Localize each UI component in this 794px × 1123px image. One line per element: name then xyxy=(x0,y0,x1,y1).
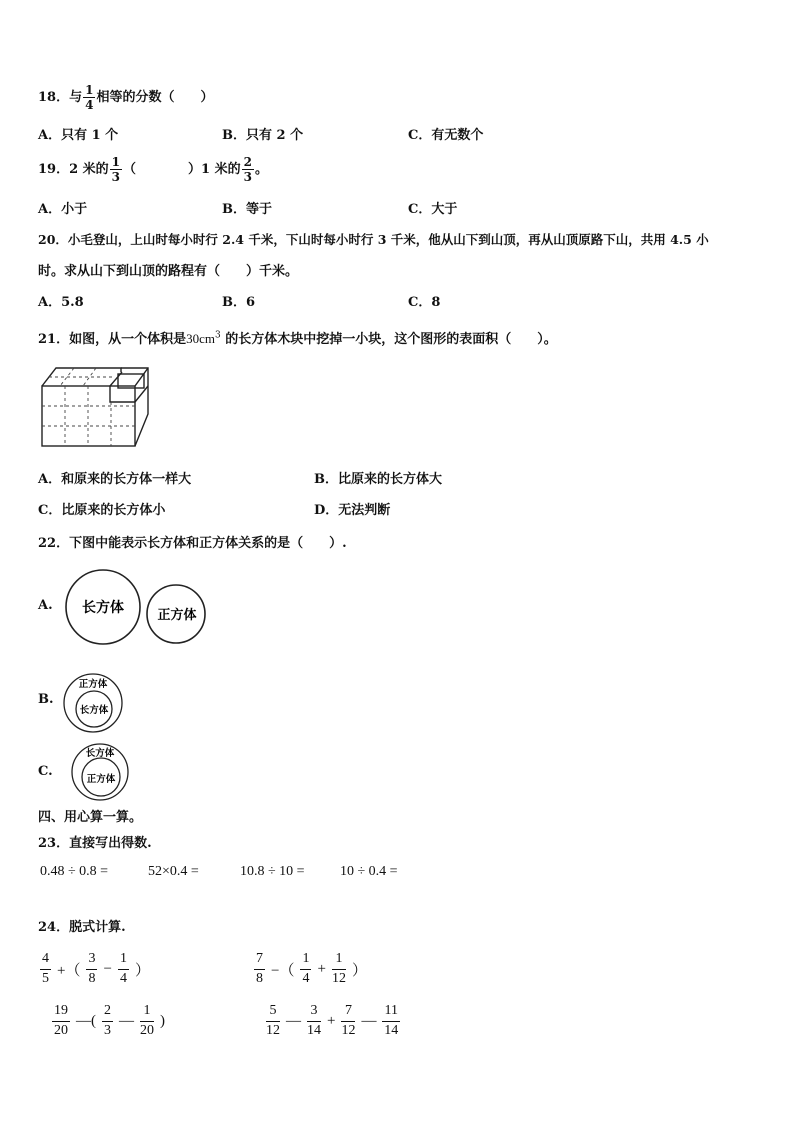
q22-a-label-cube: 正方体 xyxy=(157,608,197,623)
q23-item-3: 10.8 ÷ 10 = xyxy=(240,864,305,879)
q22-option-b[interactable]: B. xyxy=(38,692,54,707)
q19-option-b[interactable]: B．等于 xyxy=(222,202,272,217)
q18-fraction: $\frac{1}{4}$ xyxy=(85,83,94,112)
q24-expression-1: 4 5 +（ 3 8 − $\frac{1}{4}$ ） xyxy=(42,951,150,986)
q18-option-b[interactable]: B．只有 2 个 xyxy=(222,128,304,143)
q23-item-2: 52×0.4 = xyxy=(148,864,199,879)
q22-c-label-cube: 正方体 xyxy=(86,774,116,785)
q22-stem: 22．下图中能表示长方体和正方体关系的是（ ）. xyxy=(38,536,347,551)
q20-option-b[interactable]: B．6 xyxy=(222,295,256,310)
q20-option-c[interactable]: C．8 xyxy=(408,295,441,310)
q19-stem: 19．2 米的 $\frac{1}{3}$ （ ）1 米的 $\frac{2}{3}$ 。 xyxy=(38,155,268,184)
q19-option-a[interactable]: A．小于 xyxy=(38,202,88,217)
q24-stem: 24．脱式计算. xyxy=(38,920,126,935)
q23-stem: 23．直接写出得数. xyxy=(38,836,152,851)
q21-option-a[interactable]: A．和原来的长方体一样大 xyxy=(38,472,192,487)
q18-stem: 18．与 $\frac{1}{4}$ 相等的分数（ ） xyxy=(38,83,214,112)
q18-option-a[interactable]: A．只有 1 个 xyxy=(38,128,119,143)
q22-option-a[interactable]: A. xyxy=(38,598,53,613)
q22-option-c[interactable]: C. xyxy=(38,764,53,779)
q24-expression-4: 5 12 — 3 14 + $\frac{7}{12}$ — 11 14 xyxy=(266,1003,399,1038)
section4-title: 四、用心算一算。 xyxy=(38,810,143,825)
q18-option-c[interactable]: C．有无数个 xyxy=(408,128,484,143)
q19-option-c[interactable]: C．大于 xyxy=(408,202,458,217)
q22-a-label-rect: 长方体 xyxy=(82,600,124,616)
q22-b-label-cube: 正方体 xyxy=(78,679,108,690)
q22-c-label-rect: 长方体 xyxy=(85,748,115,759)
q24-expression-2: 7 8 −（ 1 4 + $\frac{1}{12}$ ） xyxy=(256,951,367,986)
q19-fraction-2: $\frac{2}{3}$ xyxy=(243,155,252,184)
q21-stem: 21．如图，从一个体积是$30cm^3$ 的长方体木块中挖掉一小块，这个图形的表面积（ ）。 xyxy=(38,330,557,347)
q20-option-a[interactable]: A．5.8 xyxy=(38,295,84,310)
cuboid-figure xyxy=(38,362,153,452)
q22-b-label-rect: 长方体 xyxy=(79,705,109,716)
q21-option-c[interactable]: C．比原来的长方体小 xyxy=(38,503,166,518)
q23-item-1: 0.48 ÷ 0.8 = xyxy=(40,864,109,879)
q22-diagram-a xyxy=(62,566,208,648)
q22-diagram-c xyxy=(66,742,132,802)
q22-diagram-b xyxy=(60,672,126,734)
q21-option-d[interactable]: D．无法判断 xyxy=(314,503,391,518)
q20-line2: 时。求从山下到山顶的路程有（ ）千米。 xyxy=(38,264,299,279)
q21-option-b[interactable]: B．比原来的长方体大 xyxy=(314,472,442,487)
q23-item-4: 10 ÷ 0.4 = xyxy=(340,864,398,879)
q24-expression-3: 19 20 —( 2 3 — 1 20 ) xyxy=(54,1003,165,1038)
q19-fraction-1: $\frac{1}{3}$ xyxy=(111,155,121,184)
q20-line1: 20．小毛登山，上山时每小时行 2.4 千米，下山时每小时行 3 千米，他从山下到山顶，再从山顶原路下山，共用 4.5 小 xyxy=(38,232,709,247)
